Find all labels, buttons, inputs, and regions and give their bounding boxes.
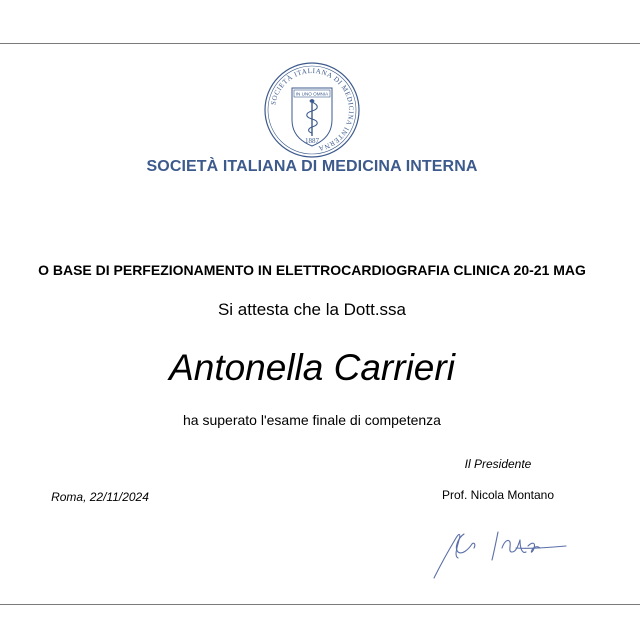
frame-top-line [0,43,640,44]
frame-bottom-line [0,604,640,605]
result-statement: ha superato l'esame finale di competenza [183,412,441,428]
attestation-text: Si attesta che la Dott.ssa [217,300,407,319]
svg-text:SOCIETÀ ITALIANA DI MEDICINA I: SOCIETÀ ITALIANA DI MEDICINA INTERNA [269,66,356,153]
svg-text:1887: 1887 [305,137,319,145]
signatory-role: Il Presidente [464,457,532,471]
handwritten-signature [428,518,578,582]
organization-name: SOCIETÀ ITALIANA DI MEDICINA INTERNA [146,158,478,175]
society-seal-logo [262,60,362,160]
place-date: Roma, 22/11/2024 [51,490,149,504]
svg-text:IN UNO OMNIA: IN UNO OMNIA [295,91,329,97]
signatory-name: Prof. Nicola Montano [441,488,555,502]
course-title: O BASE DI PERFEZIONAMENTO IN ELETTROCARDIOGRAFIA CLINICA 20-21 MAG [38,262,586,278]
recipient-name: Antonella Carrieri [169,347,455,388]
